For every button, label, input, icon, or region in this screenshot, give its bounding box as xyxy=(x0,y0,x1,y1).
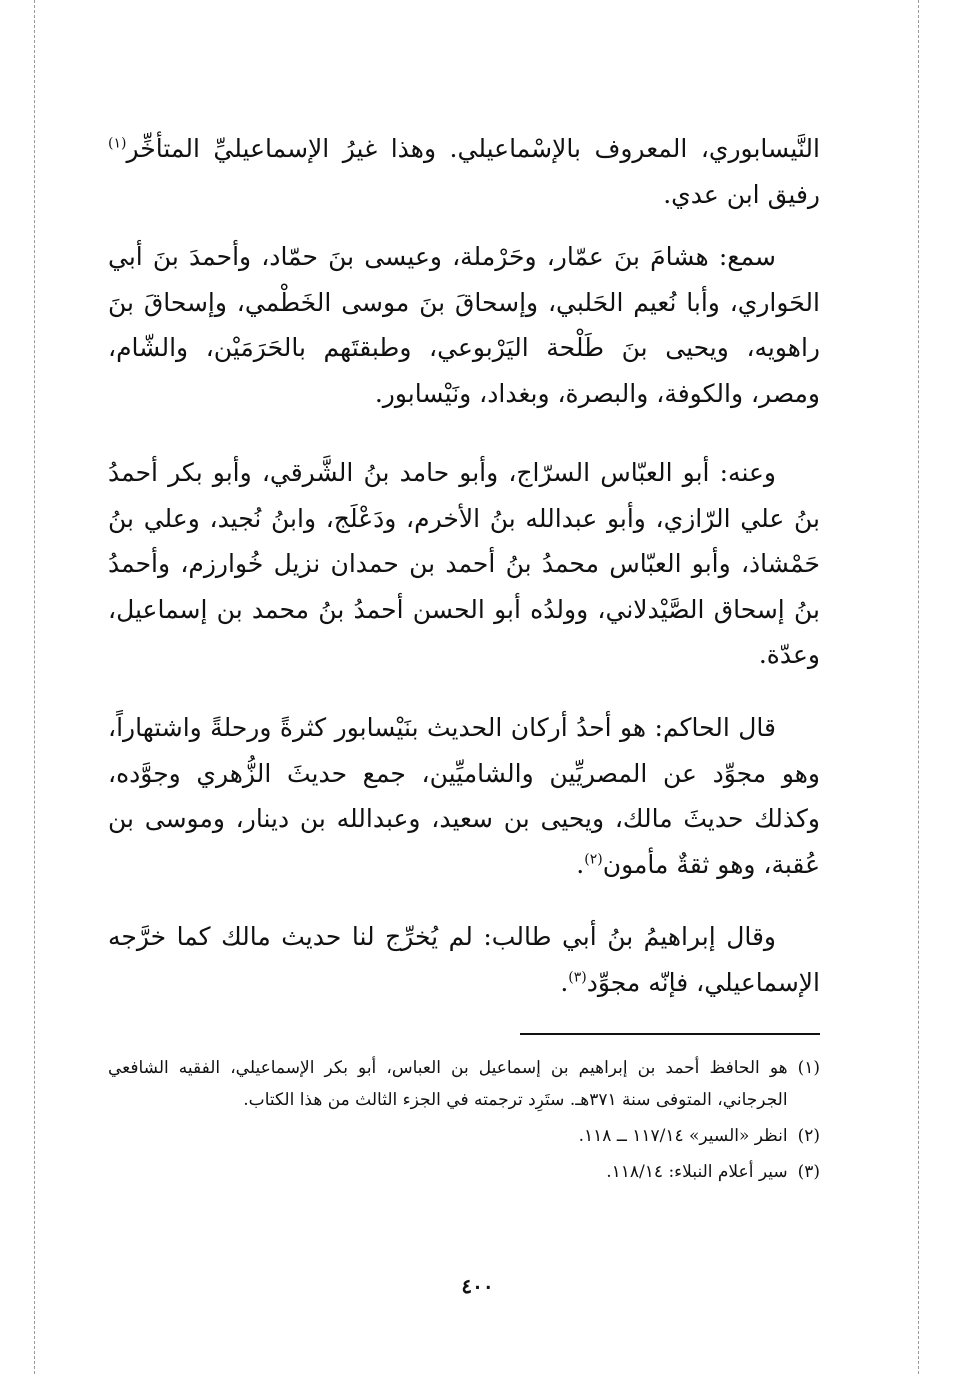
main-text-p4 xyxy=(108,705,820,887)
footnote-2 xyxy=(108,1120,820,1152)
left-margin-scan-mark xyxy=(34,0,35,1374)
footnote-text: سير أعلام النبلاء: ١١٨/١٤. xyxy=(606,1162,788,1182)
paragraph-3: وعنه: أبو العبّاس السرّاج، وأبو حامد بنُ الشَّرقي، وأبو بكر أحمدُ بنُ علي الرّازي، وأبو عبدالله بنُ الأخرم، ودَعْلَج، وابنُ نُجيد، وعلي بنُ حَمْشاذ، وأبو العبّاس محمدُ بنُ أحمد بن حمدان نزيل خُوارزم، وأحمدُ بنُ إسحاق الصَّيْدلاني، وولدُه أبو الحسن أحمدُ بنُ محمد بن إسماعيل، وعدّة. xyxy=(108,458,820,669)
footnote-text: انظر «السير» ١١٧/١٤ ــ ١١٨. xyxy=(578,1126,788,1146)
footnotes xyxy=(108,1052,820,1192)
footnote-number: (٣) xyxy=(797,1162,820,1182)
main-text-p2 xyxy=(108,234,820,416)
footnote-number: (٢) xyxy=(797,1126,820,1146)
footnote-text: هو الحافظ أحمد بن إبراهيم بن إسماعيل بن العباس، أبو بكر الإسماعيلي، الفقيه الشافعي الجرجاني، المتوفى سنة ٣٧١هـ. ستَرِد ترجمته في الجزء الثالث من هذا الكتاب. xyxy=(108,1058,788,1110)
paragraph-2: سمع: هشامَ بنَ عمّار، وحَرْملة، وعيسى بنَ حمّاد، وأحمدَ بنَ أبي الحَواري، وأبا نُعيم الحَلبي، وإسحاقَ بنَ موسى الخَطْمي، وإسحاقَ بنَ راهويه، ويحيى بنَ طَلْحة اليَرْبوعي، وطبقتَهم بالحَرَمَيْن، والشّام، ومصر، والكوفة، والبصرة، وبغداد، ونَيْسابور. xyxy=(108,242,820,408)
footnote-ref-3: (٣) xyxy=(568,969,587,986)
footnote-ref-2: (٢) xyxy=(584,851,603,868)
main-text-p5 xyxy=(108,914,820,1005)
right-margin-scan-mark xyxy=(918,0,919,1374)
footnote-number: (١) xyxy=(797,1058,820,1078)
footnote-3 xyxy=(108,1156,820,1188)
paragraph-5: وقال إبراهيمُ بنُ أبي طالب: لم يُخرِّج لنا حديث مالك كما خرَّجه الإسماعيلي، فإنّه مجوِّد$^{(٣)}$. xyxy=(108,922,820,997)
main-text-p3 xyxy=(108,450,820,678)
main-text xyxy=(108,126,820,217)
paragraph-4: قال الحاكم: هو أحدُ أركان الحديث بنَيْسابور كثرةً ورحلةً واشتهاراً، وهو مجوِّد عن المصريِّين والشاميِّين، جمع حديثَ الزُّهري وجوَّده، وكذلك حديثَ مالك، ويحيى بن سعيد، وعبدالله بن دينار، وموسى بن عُقبة، وهو ثقةٌ مأمون$^{(٢)}$. xyxy=(108,713,820,879)
paragraph-1: النَّيسابوري، المعروف بالإسْماعيلي. وهذا غيرُ الإسماعيليِّ المتأخِّر$^{(١)}$ رفيق ابن عدي. xyxy=(108,134,820,209)
footnote-1 xyxy=(108,1052,820,1116)
footnote-separator xyxy=(520,1033,820,1035)
footnote-ref-1: (١) xyxy=(108,135,127,152)
page-number: ٤٠٠ xyxy=(461,1274,494,1298)
